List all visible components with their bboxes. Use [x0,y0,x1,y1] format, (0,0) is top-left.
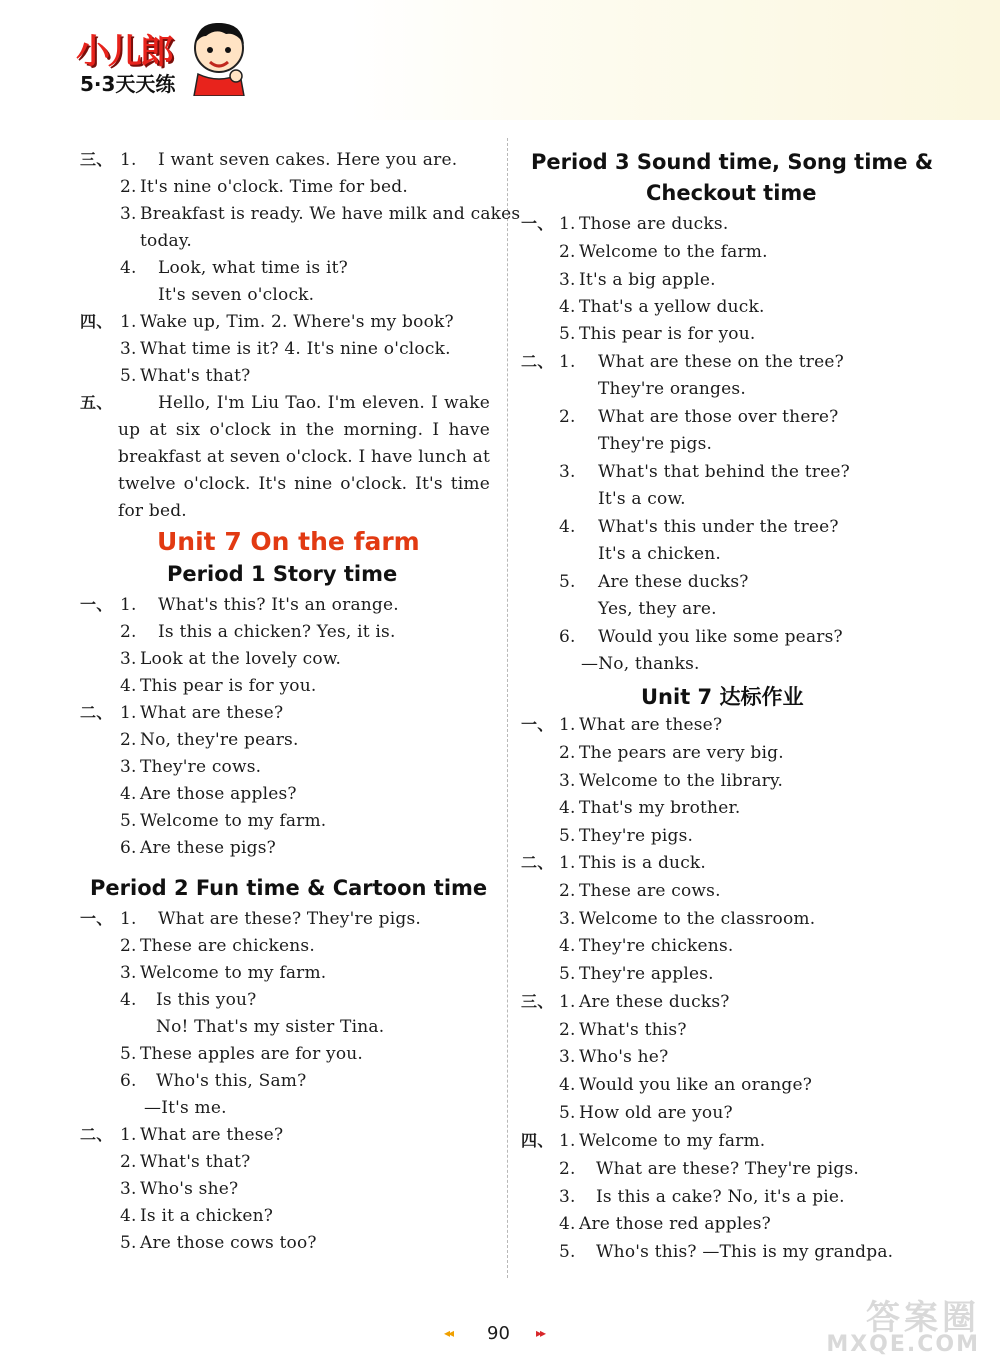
section-mark: 五、 [80,393,113,412]
answer-line: What are these? They're pigs. [596,1159,860,1179]
item-number: 3. [120,757,137,777]
test-title: Unit 7 达标作业 [641,685,804,709]
item-number: 1. [120,1125,137,1145]
period-title: Period 3 Sound time, Song time & [531,150,934,174]
item-number: 2. [559,1159,576,1179]
item-number: 3. [559,270,576,290]
answer-line: Look at the lovely cow. [140,649,342,669]
answer-line: These are cows. [579,881,721,901]
item-number: 1. [559,352,576,372]
item-number: 1. [120,312,137,332]
item-number: 4. [559,936,576,956]
answer-line: What's this? [579,1020,687,1040]
answer-line: What's this under the tree? [598,517,839,537]
item-number: 4. [559,798,576,818]
prev-page-icon[interactable]: ◂◂ [444,1326,453,1340]
item-number: 1. [120,703,137,723]
item-number: 5. [559,1242,576,1262]
item-number: 2. [120,1152,137,1172]
item-number: 3. [120,963,137,983]
answer-line: today. [140,231,193,251]
watermark-url: MXQE.COM [826,1332,980,1357]
answer-line: Breakfast is ready. We have milk and cakes [140,204,521,224]
answer-line: It's nine o'clock. Time for bed. [140,177,408,197]
answer-line: It's a big apple. [579,270,716,290]
item-number: 4. [559,1214,576,1234]
item-number: 5. [559,1103,576,1123]
watermark-logo [826,1290,988,1358]
answer-line: What's that behind the tree? [598,462,850,482]
item-number: 3. [559,771,576,791]
answer-line: The pears are very big. [579,743,784,763]
item-number: 6. [559,627,576,647]
section-mark: 二、 [80,703,113,722]
item-number: 5. [559,572,576,592]
answer-line: No, they're pears. [140,730,299,750]
answer-line: Are these ducks? [598,572,749,592]
answer-line: Are those cows too? [140,1233,317,1253]
answer-line: Who's this, Sam? [156,1071,307,1091]
brand-logo [58,18,248,98]
section-mark: 一、 [521,715,554,734]
answer-line: Welcome to the library. [579,771,784,791]
answer-line: These are chickens. [140,936,315,956]
answer-line: How old are you? [579,1103,733,1123]
item-number: 1. [559,214,576,234]
answer-line: Welcome to my farm. [140,811,327,831]
answer-line: Are those red apples? [579,1214,771,1234]
period-title: Period 2 Fun time & Cartoon time [90,876,488,900]
item-number: 3. [120,1179,137,1199]
section-mark: 四、 [521,1131,554,1150]
item-number: 4. [120,1206,137,1226]
answer-line: Those are ducks. [579,214,729,234]
section-mark: 三、 [521,992,554,1011]
item-number: 6. [120,1071,137,1091]
item-number: 5. [120,1044,137,1064]
item-number: 2. [559,743,576,763]
answer-line: —It's me. [144,1098,227,1118]
answer-line: —No, thanks. [581,654,700,674]
item-number: 4. [120,258,137,278]
section-mark: 二、 [521,853,554,872]
section-mark: 一、 [80,909,113,928]
answer-line: Are these pigs? [140,838,276,858]
answer-line: Is this a cake? No, it's a pie. [596,1187,845,1207]
item-number: 2. [120,622,137,642]
item-number: 3. [559,909,576,929]
answer-line: These apples are for you. [140,1044,364,1064]
item-number: 2. [559,242,576,262]
item-number: 1. [559,992,576,1012]
answer-line: What are those over there? [598,407,839,427]
answer-line: They're cows. [140,757,262,777]
answer-line: They're pigs. [598,434,713,454]
item-number: 2. [559,407,576,427]
answer-line: What are these on the tree? [598,352,844,372]
answer-line: It's seven o'clock. [158,285,315,305]
answer-line: Are these ducks? [579,992,730,1012]
item-number: 4. [120,784,137,804]
answer-line: They're oranges. [598,379,746,399]
answer-line: It's a cow. [598,489,686,509]
item-number: 2. [120,730,137,750]
answer-line: Welcome to the farm. [579,242,768,262]
section-mark: 二、 [80,1125,113,1144]
item-number: 4. [120,990,137,1010]
item-number: 2. [559,881,576,901]
section-mark: 二、 [521,352,554,371]
answer-line: Welcome to my farm. [579,1131,766,1151]
answer-line: This pear is for you. [579,324,756,344]
item-number: 1. [559,1131,576,1151]
item-number: 3. [559,462,576,482]
answer-line: I want seven cakes. Here you are. [158,150,458,170]
item-number: 6. [120,838,137,858]
answer-line: Who's he? [579,1047,669,1067]
answer-line: Is this a chicken? Yes, it is. [158,622,396,642]
item-number: 3. [559,1187,576,1207]
item-number: 1. [120,150,137,170]
section-mark: 四、 [80,312,113,331]
item-number: 3. [559,1047,576,1067]
answer-line: Is this you? [156,990,257,1010]
answer-line: Wake up, Tim. 2. Where's my book? [140,312,454,332]
answer-line: They're chickens. [579,936,734,956]
paragraph-line: Hello, I'm Liu Tao. I'm eleven. I wake [158,393,490,413]
watermark-text: 答案圈 [866,1298,980,1338]
logo-subtitle: 5·3天天练 [80,72,176,96]
item-number: 5. [120,366,137,386]
answer-line: Who's this? —This is my grandpa. [596,1242,894,1262]
answer-line: This is a duck. [579,853,707,873]
answer-line: Welcome to the classroom. [579,909,816,929]
column-divider [507,138,508,1278]
item-number: 5. [120,1233,137,1253]
answer-line: That's a yellow duck. [579,297,765,317]
answer-line: Look, what time is it? [158,258,348,278]
item-number: 4. [120,676,137,696]
mascot-icon [186,18,252,96]
paragraph-line: twelve o'clock. It's nine o'clock. It's time [118,474,490,494]
paragraph-line: up at six o'clock in the morning. I have [118,420,490,440]
logo-title: 小儿郎 [76,32,172,72]
answer-line: No! That's my sister Tina. [156,1017,385,1037]
item-number: 4. [559,297,576,317]
section-mark: 三、 [80,150,113,169]
answer-line: What time is it? 4. It's nine o'clock. [140,339,451,359]
answer-line: Yes, they are. [598,599,717,619]
item-number: 2. [120,936,137,956]
period-title-cont: Checkout time [646,181,817,205]
item-number: 5. [120,811,137,831]
answer-line: Would you like an orange? [579,1075,813,1095]
answer-line: What are these? [140,1125,284,1145]
section-mark: 一、 [80,595,113,614]
paragraph-line: for bed. [118,501,187,521]
item-number: 1. [559,715,576,735]
item-number: 4. [559,517,576,537]
answer-line: What's that? [140,1152,251,1172]
item-number: 5. [559,964,576,984]
item-number: 5. [559,826,576,846]
item-number: 2. [120,177,137,197]
page-number: 90 [487,1323,510,1344]
item-number: 5. [559,324,576,344]
answer-line: Are those apples? [140,784,297,804]
answer-line: What are these? They're pigs. [158,909,422,929]
item-number: 3. [120,204,137,224]
answer-line: What are these? [579,715,723,735]
item-number: 1. [120,909,137,929]
answer-line: It's a chicken. [598,544,722,564]
answer-line: This pear is for you. [140,676,317,696]
item-number: 4. [559,1075,576,1095]
unit-title: Unit 7 On the farm [157,527,420,556]
answer-line: Who's she? [140,1179,239,1199]
item-number: 3. [120,339,137,359]
item-number: 2. [559,1020,576,1040]
item-number: 3. [120,649,137,669]
answer-line: What's that? [140,366,251,386]
next-page-icon[interactable]: ▸▸ [536,1326,545,1340]
item-number: 1. [559,853,576,873]
answer-line: What are these? [140,703,284,723]
paragraph-line: breakfast at seven o'clock. I have lunch at [118,447,490,467]
answer-line: Welcome to my farm. [140,963,327,983]
period-title: Period 1 Story time [167,562,398,586]
answer-line: They're pigs. [579,826,694,846]
answer-line: Would you like some pears? [598,627,843,647]
item-number: 1. [120,595,137,615]
answer-line: That's my brother. [579,798,741,818]
section-mark: 一、 [521,214,554,233]
answer-line: Is it a chicken? [140,1206,274,1226]
answer-line: What's this? It's an orange. [158,595,399,615]
answer-line: They're apples. [579,964,714,984]
